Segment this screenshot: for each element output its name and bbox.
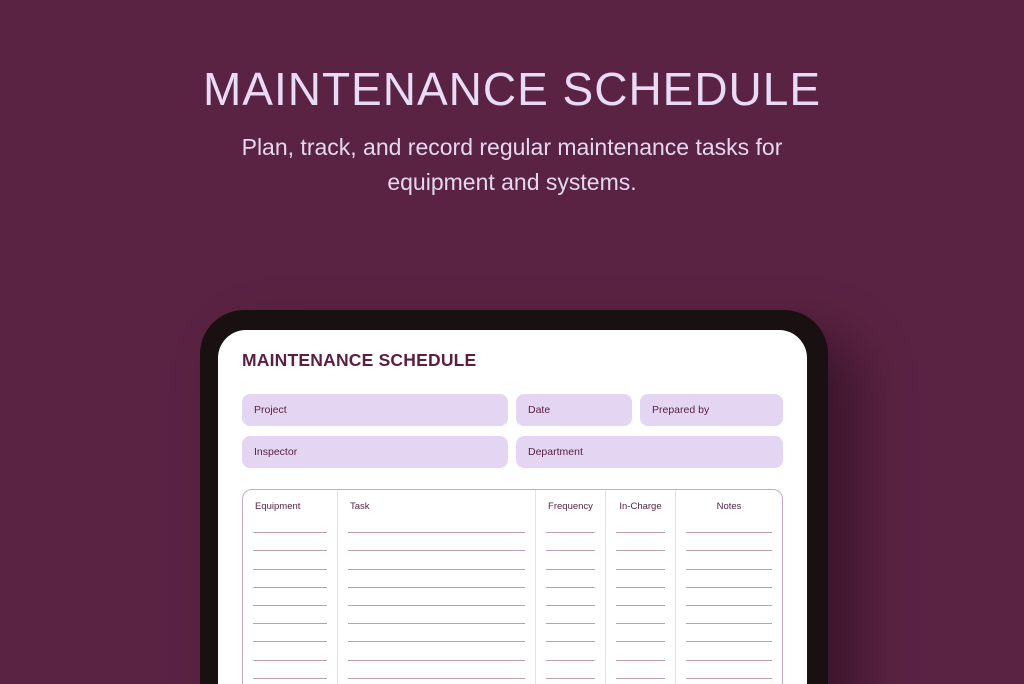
writing-line [616, 642, 665, 660]
table-column-notes [676, 490, 782, 684]
form-card [218, 330, 807, 684]
writing-line [253, 551, 327, 569]
writing-line [348, 570, 525, 588]
writing-line [546, 570, 595, 588]
writing-line [253, 533, 327, 551]
writing-line [546, 515, 595, 533]
table-column-task [338, 490, 536, 684]
department-field-label: Department [528, 446, 583, 458]
column-header-in-charge: In-Charge [619, 501, 662, 512]
writing-line [686, 679, 772, 684]
writing-line [616, 533, 665, 551]
fields-row-2 [242, 436, 783, 468]
writing-line [616, 551, 665, 569]
writing-line [616, 661, 665, 679]
card-heading: MAINTENANCE SCHEDULE [242, 350, 477, 370]
department-field[interactable] [516, 436, 783, 468]
column-header-notes: Notes [716, 501, 742, 512]
writing-line [253, 642, 327, 660]
form-fields [242, 394, 783, 468]
writing-line [686, 624, 772, 642]
writing-line [546, 679, 595, 684]
writing-line [546, 661, 595, 679]
project-field-label: Project [254, 404, 287, 416]
writing-line [253, 570, 327, 588]
writing-line [686, 551, 772, 569]
writing-line [686, 588, 772, 606]
writing-line [616, 515, 665, 533]
column-header-equipment: Equipment [255, 501, 301, 512]
writing-line [546, 606, 595, 624]
writing-line [546, 624, 595, 642]
writing-line [253, 679, 327, 684]
column-header-task: Task [350, 501, 370, 512]
writing-line [686, 570, 772, 588]
writing-line [546, 642, 595, 660]
writing-line [686, 642, 772, 660]
writing-line [686, 606, 772, 624]
page-title: MAINTENANCE SCHEDULE [202, 63, 822, 115]
writing-line [253, 515, 327, 533]
writing-line [348, 551, 525, 569]
hero-section [0, 62, 1024, 200]
writing-line [348, 624, 525, 642]
writing-line [686, 533, 772, 551]
writing-line [546, 551, 595, 569]
writing-line [348, 606, 525, 624]
page-subtitle: Plan, track, and record regular maintenance tasks for equipment and systems. [241, 134, 783, 195]
prepared-by-field[interactable] [640, 394, 783, 426]
writing-line [348, 588, 525, 606]
writing-line [686, 661, 772, 679]
writing-line [616, 588, 665, 606]
writing-line [348, 533, 525, 551]
column-header-frequency: Frequency [548, 501, 593, 512]
table-column-in-charge [606, 490, 676, 684]
tablet-frame [200, 310, 828, 684]
writing-line [253, 606, 327, 624]
writing-line [348, 515, 525, 533]
writing-line [616, 679, 665, 684]
date-field[interactable] [516, 394, 632, 426]
writing-line [616, 606, 665, 624]
table-column-equipment [243, 490, 338, 684]
project-field[interactable] [242, 394, 508, 426]
writing-line [253, 588, 327, 606]
fields-row-1 [242, 394, 783, 426]
schedule-table [242, 489, 783, 684]
date-field-label: Date [528, 404, 551, 416]
writing-line [616, 570, 665, 588]
writing-line [348, 661, 525, 679]
writing-line [348, 642, 525, 660]
table-column-frequency [536, 490, 606, 684]
writing-line [616, 624, 665, 642]
writing-line [546, 533, 595, 551]
prepared-by-field-label: Prepared by [652, 404, 710, 416]
writing-line [253, 624, 327, 642]
writing-line [253, 661, 327, 679]
inspector-field[interactable] [242, 436, 508, 468]
inspector-field-label: Inspector [254, 446, 298, 458]
writing-line [348, 679, 525, 684]
writing-line [546, 588, 595, 606]
writing-line [686, 515, 772, 533]
